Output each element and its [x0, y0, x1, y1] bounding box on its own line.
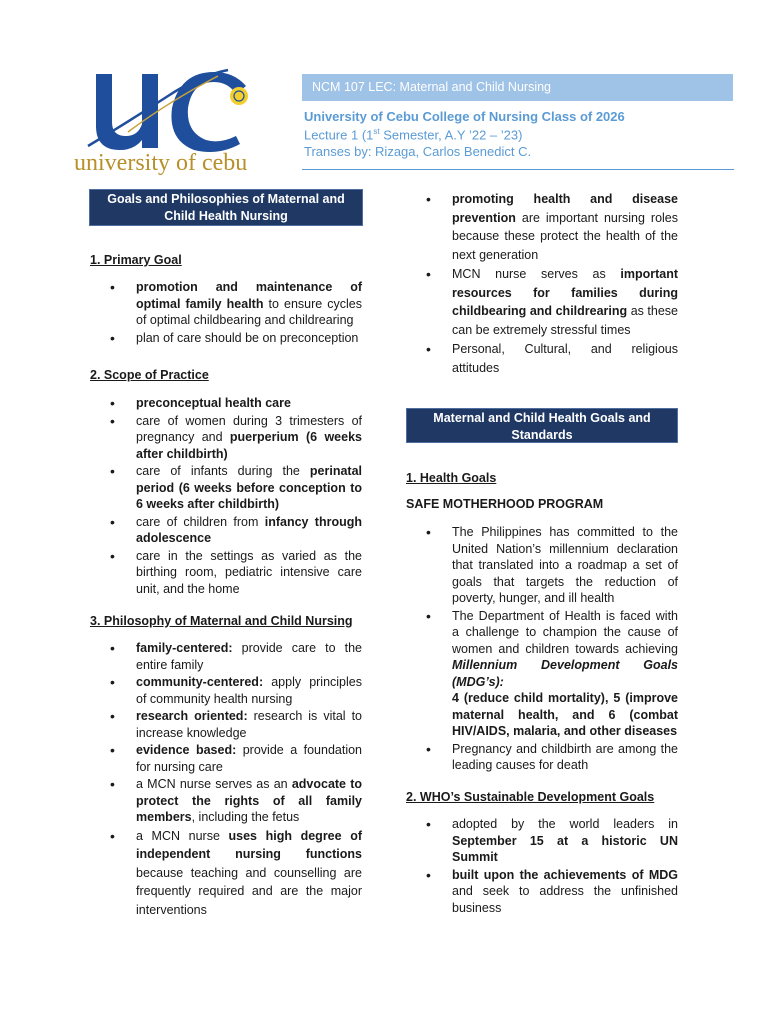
section-title-goals: Goals and Philosophies of Maternal and Child Health Nursing [89, 189, 363, 226]
transes-line: Transes by: Rizaga, Carlos Benedict C. [304, 144, 532, 159]
list-item: • adopted by the world leaders in September 15 at a historic UN Summit [452, 816, 678, 866]
list-item: • preconceptual health care [136, 395, 362, 412]
list-item: • care of infants during the perinatal period (6 weeks before conception to 6 weeks after childbirth) [136, 463, 362, 513]
logo-wordmark: university of cebu [74, 150, 248, 176]
who-goals-list [452, 816, 678, 917]
list-item: • MCN nurse serves as important resources for families during childbearing and childrearing as these can be extremely stressful times [452, 265, 678, 339]
list-item: • evidence based: provide a foundation for nursing care [136, 742, 362, 775]
health-goals-heading: 1. Health Goals [406, 471, 497, 485]
list-item: • research oriented: research is vital to increase knowledge [136, 708, 362, 741]
university-of-cebu-logo [68, 62, 273, 180]
list-item: • community-centered: apply principles of community health nursing [136, 674, 362, 707]
list-item: • Pregnancy and childbirth are among the leading causes for death [452, 741, 678, 774]
college-line: University of Cebu College of Nursing Class of 2026 [304, 109, 625, 124]
course-title: NCM 107 LEC: Maternal and Child Nursing [312, 80, 551, 94]
scope-list [136, 395, 362, 598]
header-rule [302, 169, 734, 170]
list-item: • care in the settings as varied as the birthing room, pediatric intensive care unit, and the home [136, 548, 362, 598]
list-item: • Personal, Cultural, and religious attitudes [452, 340, 678, 377]
list-item: • a MCN nurse uses high degree of independent nursing functions because teaching and counselling are frequently required and are the major interventions [136, 827, 362, 920]
nursing-roles-list [452, 190, 678, 378]
list-item: • a MCN nurse serves as an advocate to protect the rights of all family members, including the fetus [136, 776, 362, 826]
primary-goal-heading: 1. Primary Goal [90, 253, 182, 267]
philosophy-heading: 3. Philosophy of Maternal and Child Nursing [90, 614, 353, 628]
philosophy-list [136, 640, 362, 920]
primary-goal-list [136, 279, 362, 347]
list-item: • care of women during 3 trimesters of pregnancy and puerperium (6 weeks after childbirth) [136, 413, 362, 463]
list-item: • family-centered: provide care to the entire family [136, 640, 362, 673]
list-item: • plan of care should be on preconception [136, 330, 362, 347]
safe-motherhood-heading: SAFE MOTHERHOOD PROGRAM [406, 497, 604, 511]
lecture-line: Lecture 1 (1st Semester, A.Y ’22 – ’23) [304, 127, 523, 143]
list-item: • promoting health and disease prevention are important nursing roles because these protect the health of the next generation [452, 190, 678, 264]
list-item: • The Philippines has committed to the United Nation’s millennium declaration that translated into a roadmap a set of goals that targets the reduction of poverty, hunger, and ill health [452, 524, 678, 607]
section-title-standards: Maternal and Child Health Goals and Standards [406, 408, 678, 443]
list-item: • care of children from infancy through adolescence [136, 514, 362, 547]
list-item: • built upon the achievements of MDG and seek to address the unfinished business [452, 867, 678, 917]
list-item: • promotion and maintenance of optimal family health to ensure cycles of optimal childbearing and childrearing [136, 279, 362, 329]
scope-heading: 2. Scope of Practice [90, 368, 209, 382]
list-item: • The Department of Health is faced with a challenge to champion the cause of women and children towards achieving Millennium Development Goals (MDG’s): 4 (reduce child mortality), 5 (improve maternal health, and 6 (combat HIV/AIDS, malaria, and other diseases [452, 608, 678, 740]
who-goals-heading: 2. WHO’s Sustainable Development Goals [406, 790, 655, 804]
health-goals-list [452, 524, 678, 775]
